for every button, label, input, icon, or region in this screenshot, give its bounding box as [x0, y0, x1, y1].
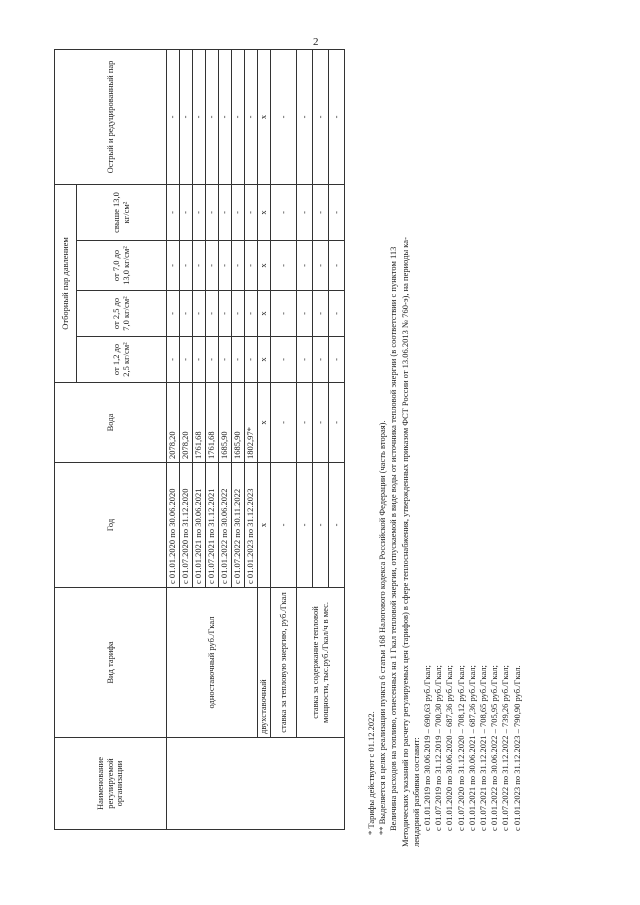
sharp-cell: - [232, 49, 245, 184]
p4-cell: - [329, 184, 345, 240]
fuel-cost-period: с 01.01.2023 по 31.12.2023 – 790,90 руб./Гкал. [511, 665, 522, 831]
fuel-costs-paragraph-line: Величина расходов на топливо, отнесенных на 1 Гкал тепловой энергии, отпускаемой в виде воды от источника тепловой энергии (в соответствии с пунктом 113 [388, 246, 399, 831]
p1-cell: - [329, 337, 345, 383]
table-row [167, 49, 180, 829]
water-cell: 1685,90 [232, 383, 245, 463]
p1-cell: - [167, 337, 180, 383]
p3-cell: - [180, 241, 193, 291]
footnote-2: ** Выделяется в целях реализации пункта 6 статьи 168 Налогового кодекса Российской Федерации (часть вторая). [377, 420, 388, 835]
header-pressure-3: от 7,0 до 13,0 кг/см² [77, 241, 167, 291]
header-extracted-steam: Отборный пар давлением [55, 184, 77, 382]
header-year: Год [55, 463, 167, 588]
water-cell: 2078,20 [167, 383, 180, 463]
notes-block [366, 47, 523, 847]
water-cell: х [258, 383, 271, 463]
p1-cell: - [193, 337, 206, 383]
p3-cell: х [258, 241, 271, 291]
fuel-cost-period: с 01.01.2021 по 30.06.2021 – 687,36 руб./Гкал; [466, 665, 477, 831]
p4-cell: - [245, 184, 258, 240]
p1-cell: - [232, 337, 245, 383]
period-cell: - [271, 463, 297, 588]
p1-cell: х [258, 337, 271, 383]
period-cell: с 01.07.2020 по 31.12.2020 [180, 463, 193, 588]
p4-cell: - [167, 184, 180, 240]
sharp-cell: - [180, 49, 193, 184]
p2-cell: - [245, 291, 258, 337]
sharp-cell: - [193, 49, 206, 184]
water-cell: - [313, 383, 329, 463]
footnote-1: * Тарифы действуют с 01.12.2022. [366, 711, 376, 835]
p1-cell: - [245, 337, 258, 383]
p3-cell: - [313, 241, 329, 291]
header-org: Наименование регулируемой организации [55, 738, 167, 830]
water-cell: 1761,68 [206, 383, 219, 463]
p3-cell: - [297, 241, 313, 291]
header-tariff-type: Вид тарифа [55, 588, 167, 738]
period-cell: с 01.01.2020 по 30.06.2020 [167, 463, 180, 588]
p3-cell: - [219, 241, 232, 291]
p2-cell: - [219, 291, 232, 337]
p3-cell: - [232, 241, 245, 291]
water-cell: - [297, 383, 313, 463]
header-water: Вода [55, 383, 167, 463]
water-cell: 1685,90 [219, 383, 232, 463]
period-cell: х [258, 463, 271, 588]
header-pressure-2: от 2,5 до 7,0 кг/см² [77, 291, 167, 337]
p2-cell: - [297, 291, 313, 337]
p2-cell: - [180, 291, 193, 337]
water-cell: - [271, 383, 297, 463]
period-cell: - [297, 463, 313, 588]
p2-cell: - [232, 291, 245, 337]
p4-cell: - [180, 184, 193, 240]
fuel-cost-period: с 01.07.2021 по 31.12.2021 – 708,65 руб./Гкал; [478, 665, 489, 831]
fuel-cost-period: с 01.07.2020 по 31.12.2020 – 708,12 руб./Гкал; [455, 665, 466, 831]
two-rate-label: двухставочный [258, 588, 271, 738]
p3-cell: - [206, 241, 219, 291]
energy-rate-label: ставка за тепловую энергию, руб./Гкал [271, 588, 297, 738]
header-pressure-1: от 1,2 до 2,5 кг/см² [77, 337, 167, 383]
p4-cell: - [193, 184, 206, 240]
p2-cell: - [206, 291, 219, 337]
sharp-cell: - [167, 49, 180, 184]
fuel-cost-period: с 01.07.2022 по 31.12.2022 – 739,26 руб./Гкал; [500, 665, 511, 831]
tariff-table [54, 49, 345, 830]
p2-cell: - [167, 291, 180, 337]
period-cell: с 01.01.2023 по 31.12.2023 [245, 463, 258, 588]
water-cell: 1802,97* [245, 383, 258, 463]
p3-cell: - [329, 241, 345, 291]
sharp-cell: - [297, 49, 313, 184]
period-cell: с 01.01.2022 по 30.06.2022 [219, 463, 232, 588]
fuel-costs-paragraph-line: Методических указаний по расчету регулируемых цен (тарифов) в сфере теплоснабжения, утвержденных приказом ФСТ России от 13.06.2013 № 760-э), на периоды ка- [399, 237, 410, 847]
water-cell: - [329, 383, 345, 463]
table-row [297, 49, 313, 829]
org-cell [167, 738, 345, 830]
fuel-costs-paragraph-line: лендарной разбивки составит: [410, 737, 421, 847]
period-cell: с 01.07.2022 по 30.11.2022 [232, 463, 245, 588]
p3-cell: - [193, 241, 206, 291]
fuel-cost-period: с 01.07.2019 по 31.12.2019 – 700,30 руб./Гкал; [433, 665, 444, 831]
p2-cell: - [329, 291, 345, 337]
p2-cell: х [258, 291, 271, 337]
water-cell: 2078,20 [180, 383, 193, 463]
period-cell: - [329, 463, 345, 588]
sharp-cell: - [329, 49, 345, 184]
period-cell: с 01.07.2021 по 31.12.2021 [206, 463, 219, 588]
sharp-cell: х [258, 49, 271, 184]
capacity-rate-label: ставка за содержание тепловой мощности, тыс.руб./Гкал/ч в мес. [297, 588, 345, 738]
period-cell: - [313, 463, 329, 588]
sharp-cell: - [219, 49, 232, 184]
water-cell: 1761,68 [193, 383, 206, 463]
p3-cell: - [167, 241, 180, 291]
p1-cell: - [180, 337, 193, 383]
p1-cell: - [206, 337, 219, 383]
single-rate-label: одноставочный руб./Гкал [167, 588, 258, 738]
p2-cell: - [313, 291, 329, 337]
fuel-cost-period: с 01.01.2020 по 30.06.2020 – 687,36 руб./Гкал; [444, 665, 455, 831]
header-pressure-4: свыше 13,0 кг/см² [77, 184, 167, 240]
page-number: 2 [313, 36, 319, 48]
sharp-cell: - [313, 49, 329, 184]
table-row [258, 49, 271, 829]
p4-cell: - [206, 184, 219, 240]
p1-cell: - [219, 337, 232, 383]
p4-cell: - [313, 184, 329, 240]
p4-cell: - [297, 184, 313, 240]
p3-cell: - [245, 241, 258, 291]
p2-cell: - [193, 291, 206, 337]
sharp-cell: - [206, 49, 219, 184]
period-cell: с 01.01.2021 по 30.06.2021 [193, 463, 206, 588]
p4-cell: - [219, 184, 232, 240]
fuel-cost-period: с 01.01.2022 по 30.06.2022 – 705,95 руб./Гкал; [489, 665, 500, 831]
p1-cell: - [297, 337, 313, 383]
p4-cell: - [232, 184, 245, 240]
p4-cell: - [271, 184, 297, 240]
p4-cell: х [258, 184, 271, 240]
p3-cell: - [271, 241, 297, 291]
p1-cell: - [271, 337, 297, 383]
fuel-cost-period: с 01.01.2019 по 30.06.2019 – 690,63 руб./Гкал; [422, 665, 433, 831]
p2-cell: - [271, 291, 297, 337]
sharp-cell: - [245, 49, 258, 184]
table-row [271, 49, 297, 829]
p1-cell: - [313, 337, 329, 383]
header-sharp-steam: Острый и редуцированный пар [55, 49, 167, 184]
sharp-cell: - [271, 49, 297, 184]
